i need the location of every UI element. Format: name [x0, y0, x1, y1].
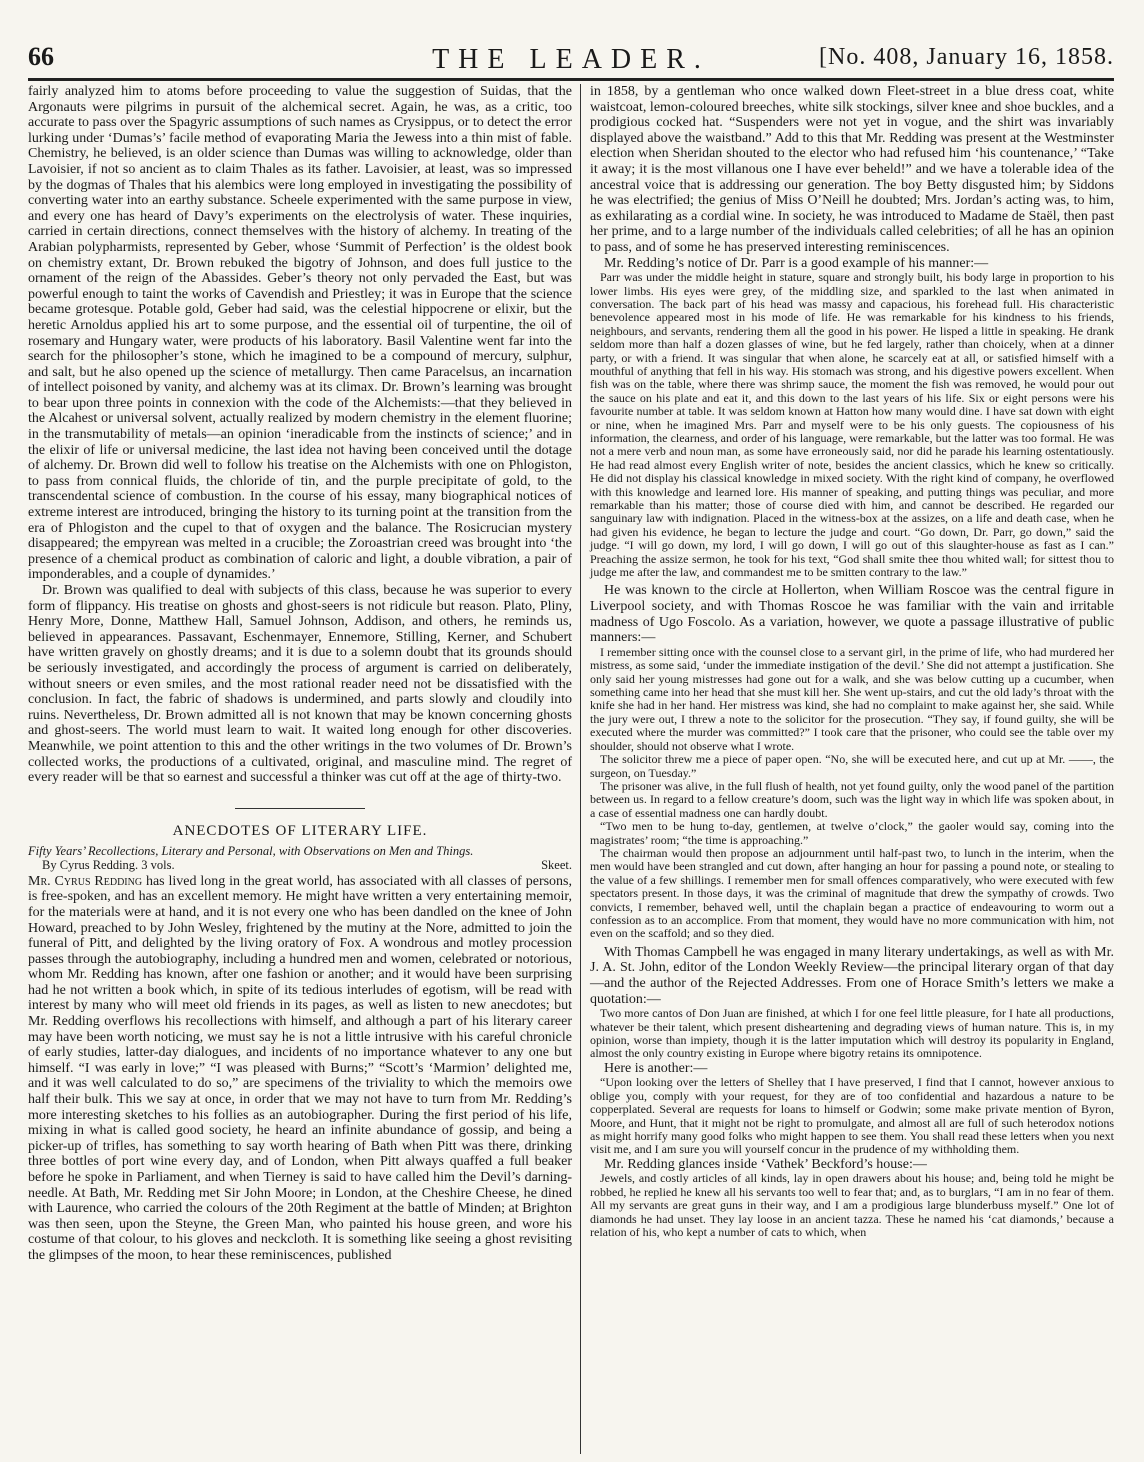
header-rule: [28, 80, 1114, 81]
section-separator: [235, 808, 365, 809]
page-number: 66: [28, 42, 54, 71]
quoted-extract: “Two men to be hung to-day, gentlemen, at twelve o’clock,” the gaoler would say, coming into the magistrates’ room; “the time is approaching.”: [590, 819, 1114, 847]
article-paragraph: fairly analyzed him to atoms before proceeding to value the suggestion of Suidas, that the Argonauts were pilgrims in pursuit of the alchemical secret. Again, he was, as a critic, too accurate to pass over the Spagyric assumptions of such names as Crysippus, or to detect the error lurking under ‘Dumas’s’ facile method of evaporating Maria the Jewess into a thin mist of fable. Chemistry, he believed, is an older science than Dumas was willing to acknowledge, older than Lavoisier, if not so ancient as to claim Thales as its father. Lavoisier, at least, was so impressed by the dogmas of Thales that his alembics were long employed in investigating the possibility of converting water into an earthy substance. Scheele experimented with the same purpose in view, and every one has heard of Davy’s experiments on the electrolysis of water. These inquiries, carried in certain directions, connect themselves with the history of alchemy. In treating of the Arabian polypharmists, represented by Geber, whose ‘Summit of Perfection’ is the oldest book on chemistry extant, Dr. Brown rebuked the bigotry of Johnson, and does full justice to the ornament of the reign of the Abassides. Geber’s theory not only pervaded the East, but was powerful enough to taint the works of Cavendish and Priestley; it was in Europe that the science became grotesque. Potable gold, Geber had said, was the celestial hippocrene or elixir, but the heretic Arnoldus applied his art to some purpose, and the essential oil of turpentine, the oil of rosemary and Hungary water, were products of his laboratory. Basil Valentine went far into the search for the philosopher’s stone, which he imagined to be a compound of mercury, sulphur, and salt, but he also opened up the science of metallurgy. Then came Paracelsus, an incarnation of intellect poisoned by vanity, and alchemy was at its climax. Dr. Brown’s learning was brought to bear upon three points in connexion with the code of the Alchemists:—that they believed in the Alcahest or universal solvent, actually realized by modern chemistry in the element fluorine; in the transmutability of metals—an opinion ‘ineradicable from the instincts of science;’ and in the elixir of life or universal medicine, the last idea not having been conceived until the dotage of alchemy. Dr. Brown did well to follow his treatise on the Alchemists with one on Phlogiston, to pass from connical fluids, the chloride of tin, and the purple precipitate of gold, to the transcendental science of combustion. In the course of his essay, many biographical notices of extreme interest are introduced, bringing the history to its turning point at the transition from the era of Phlogiston and the cupel to that of oxygen and the balance. The Rosicrucian mystery disappeared; the empyrean was melted in a crucible; the Zoroastrian creed was brought into ‘the presence of a chemical product as combination of caloric and light, a double vibration, a pair of imponderables, and a couple of dynamides.’: [28, 84, 572, 583]
quoted-extract: Parr was under the middle height in stature, square and strongly built, his body large in proportion to his lower limbs. His eyes were grey, of the middling size, and sparkled to the last when animated in conversation. The back part of his head was massy and capacious, his forehead full. His characteristic benevolence appeared most in his mode of life. He was remarkable for his kindness to his friends, neighbours, and servants, rendering them all the good in his power. He lisped a little in speaking. He drank seldom more than half a dozen glasses of wine, but he fed largely, rather than choicely, when at a dinner party, or with a friend. It was singular that when alone, he scarcely eat at all, or satisfied himself with a mouthful of anything that fell in his way. His stomach was strong, and his digestive powers excellent. When fish was on the table, where there was shrimp sauce, the moment the fish was removed, he would pour out the sauce on his plate and eat it, and this down to the last years of his life. Six or eight persons were his favourite number at table. It was seldom known at Hatton how many would dine. I have sat down with eight or nine, when he imagined Mrs. Parr and myself were to be his only guests. The copiousness of his information, the clearness, and order of his language, were remarkable, but the latter was too formal. He was not a mere verb and noun man, as some have erroneously said, nor did he parade his learning ostentatiously. He had read almost every English writer of note, besides the ancient classics, which he knew so critically. He did not display his classical knowledge in mixed society. With the right kind of company, he overflowed with this knowledge and learned lore. His manner of speaking, and putting things was peculiar, and more remarkable than his matter; those of course died with him, and cannot be described. He regarded our sanguinary law with indignation. Placed in the witness-box at the assizes, on a life and death case, when he had given his evidence, he began to lecture the judge and court. “Go down, Dr. Parr, go down,” said the judge. “I will go down, my lord, I will go down, I will go out of this slaughter-house as fast as I can.” Preaching the assize sermon, he took for his text, “God shall smite thee thou whited wall; for sittest thou to judge me after the law, and commandest me to be smitten contrary to the law.”: [590, 270, 1114, 580]
quoted-extract: The chairman would then propose an adjournment until half-past two, to lunch in the interim, when the men would have been strangled and cut down, after hanging an hour for passing a pound note, or stealing to the value of a few shillings. I remember men for small offences comparatively, who were executed with few spectators present. In those days, it was the criminal of magnitude that drew the sympathy of crowds. Two convicts, I remember, behaved well, until the chaplain began a practice of endeavouring to worm out a confession as to an accomplice. From that moment, they would have no more communication with him, not even on the scaffold; and so they died.: [590, 845, 1114, 941]
right-column: [590, 84, 1114, 1239]
review-author: By Cyrus Redding. 3 vols.: [42, 857, 175, 872]
lead-name: Mr. Cyrus Redding: [28, 873, 143, 889]
review-meta: [28, 858, 572, 872]
paragraph-text: has lived long in the great world, has associated with all classes of persons, is free-spoken, and has an excellent memory. He might have written a very entertaining memoir, for the materials were at hand, and it is not every one who has been dandled on the knee of John Howard, preached to by John Wesley, frightened by the mutiny at the Nore, admitted to join the funeral of Pitt, and delighted by the living oratory of Fox. A wondrous and motley procession passes through the autobiography, including a hundred men and women, celebrated or notorious, whom Mr. Redding has known, after one fashion or another; and it would have been surprising had he not written a book which, in spite of its tedious interludes of egotism, will be read with interest by many who will meet old friends in its pages, as well as listen to new anecdotes; but Mr. Redding overflows his recollections with himself, and although a part of his literary career may have been worth noticing, we must say he is not a little intrusive with his careful chronicle of early studies, latter-day dialogues, and incidents of no importance whatever to any one but himself. “I was early in love;” “I was pleased with Burns;” “Scott’s ‘Marmion’ delighted me, and it was well calculated to do so,” are specimens of the triviality to which the memoirs owe half their bulk. This we say at once, in order that we may not have to turn from Mr. Redding’s more interesting sketches to his follies as an autobiographer. During the first period of his life, mixing in what is called good society, he heard an infinite abundance of gossip, and being a picker-up of trifles, has something to say worth hearing of Bath when Pitt was there, drinking three bottles of port wine every day, and of London, when Pitt always quaffed a full beaker before he spoke in Parliament, and when Tierney is said to have called him the Devil’s darning-needle. At Bath, Mr. Redding met Sir John Moore; in London, at the Cheshire Cheese, he dined with Laurence, who carried the colours of the 20th Regiment at the battle of Minden; at Brighton was then seen, upon the Steyne, the Green Man, who painted his house green, and wore his costume of that colour, to his gloves and neckcloth. It is something like seeing a ghost revisiting the glimpses of the moon, to hear these reminiscences, published: [28, 873, 572, 1263]
review-publisher: Skeet.: [541, 857, 572, 872]
column-divider: [580, 84, 581, 1454]
quoted-extract: The solicitor threw me a piece of paper open. “No, she will be executed here, and cut up at Mr. ——, the surgeon, on Tuesday.”: [590, 752, 1114, 780]
section-title: ANECDOTES OF LITERARY LIFE.: [172, 822, 428, 839]
article-paragraph: Mr. Redding’s notice of Dr. Parr is a good example of his manner:—: [604, 255, 989, 271]
issue-info: [No. 408, January 16, 1858.: [819, 44, 1114, 70]
quoted-extract: Jewels, and costly articles of all kinds, lay in open drawers about his house; and, being told he might be robbed, he replied he knew all his servants too well to fear that; and, as to burglars, “I am in no fear of them. All my servants are great guns in their way, and I am a prodigious large blunderbuss myself.” One lot of diamonds he had unset. They lay loose in an ancient tazza. These he named his ‘cat diamonds,’ because a relation of his, who kept a number of cats to which, when: [590, 1171, 1114, 1240]
article-paragraph: Here is another:—: [604, 1060, 708, 1076]
article-paragraph: in 1858, by a gentleman who once walked down Fleet-street in a blue dress coat, white waistcoat, lemon-coloured breeches, white silk stockings, silver knee and shoe buckles, and a prodigious cocked hat. “Suspenders were not yet in vogue, and the shirt was invariably displayed above the waistband.” Add to this that Mr. Redding was present at the Westminster election when Sheridan shouted to the elector who had refused him ‘his countenance,’ “Take it away; it is the most villanous one I have ever beheld!” and we have a tolerable idea of the ancestral voice that is addressing our generation. The boy Betty disgusted him; by Siddons he was electrified; the genius of Miss O’Neill he doubted; Mrs. Jordan’s acting was, to him, as exhilarating as a cordial wine. In society, he was introduced to Madame de Staël, then past her prime, and to a large number of the individuals called celebrities; of all he has an opinion to pass, and of some he has preserved interesting reminiscences.: [590, 84, 1114, 255]
review-book-title: Fifty Years’ Recollections, Literary and Personal, with Observations on Men and Things.: [28, 843, 474, 858]
article-paragraph: He was known to the circle at Hollerton, when William Roscoe was the central figure in Liverpool society, and with Thomas Roscoe he was familiar with the vain and irritable madness of Ugo Foscolo. As a variation, however, we quote a passage illustrative of public manners:—: [590, 583, 1114, 646]
article-paragraph: [28, 874, 572, 1264]
quoted-extract: Two more cantos of Don Juan are finished, at which I for one feel little pleasure, for I hate all productions, whatever be their talent, which present disheartening and degrading views of human nature. This is, in my opinion, worse than impiety, though it is the latter imputation which will destroy its popularity in England, almost the only country existing in Europe where bigotry retains its omnipotence.: [590, 1006, 1114, 1061]
quoted-extract: I remember sitting once with the counsel close to a servant girl, in the prime of life, who had murdered her mistress, as some said, ‘under the immediate instigation of the devil.’ She did not attempt a justification. She only said her young mistresses had gone out for a walk, and she was below cutting up a cucumber, when something came into her head that she must kill her. She went up-stairs, and cut the old lady’s throat with the knife she had in her hand. Her mistress was kind, she had no complaint to make against her, she said. While the jury were out, I threw a note to the solicitor for the prosecution. “They say, if found guilty, she will be executed where the murder was committed?” I took care that the prisoner, who could see the table over my shoulder, should not observe what I wrote.: [590, 644, 1114, 753]
page-header: [28, 42, 1114, 80]
masthead-title: THE LEADER.: [432, 44, 710, 75]
article-paragraph: Mr. Redding glances inside ‘Vathek’ Beckford’s house:—: [604, 1156, 927, 1172]
quoted-extract: The prisoner was alive, in the full flush of health, not yet found guilty, only the wood panel of the partition between us. In regard to a fellow creature’s doom, such was the light way in which life was spoken about, in a case of essential madness one can hardly doubt.: [590, 778, 1114, 820]
left-column: [28, 84, 572, 1264]
quoted-extract: “Upon looking over the letters of Shelley that I have preserved, I find that I cannot, however anxious to oblige you, comply with your request, for they are of too confidential and hazardous a nature to be copperplated. Several are requests for loans to himself or Godwin; some make private mention of Byron, Moore, and Hunt, that it might not be right to promulgate, and almost all are full of such heterodox notions as might horrify many good folks who might happen to see them. You shall read these letters when you next visit me, and I am sure you will yourself concur in the prudence of my withholding them.: [590, 1075, 1114, 1157]
article-paragraph: With Thomas Campbell he was engaged in many literary undertakings, as well as with Mr. J. A. St. John, editor of the London Weekly Review—the principal literary organ of that day—and the author of the Rejected Addresses. From one of Horace Smith’s letters we make a quotation:—: [590, 944, 1114, 1007]
article-paragraph: Dr. Brown was qualified to deal with subjects of this class, because he was superior to every form of flippancy. His treatise on ghosts and ghost-seers is not ridicule but reason. Plato, Pliny, Henry More, Donne, Matthew Hall, Samuel Johnson, Addison, and others, he reminds us, believed in appearances. Passavant, Eschenmayer, Ennemore, Stilling, Kerner, and Schubert have written gravely on ghostly dreams; and it is due to a solemn doubt that its grounds should be seriously investigated, and accordingly the process of argument is carried on deliberately, without sneers or even smiles, and the most rational reader need not be dissatisfied with the conclusion. In fact, the fabric of shadows is undermined, and parts slowly and cloudily into ruins. Nevertheless, Dr. Brown admitted all is not known that may be known concerning ghosts and ghost-seers. The world must learn to wait. It waited long enough for other discoveries. Meanwhile, we point attention to this and the other writings in the two volumes of Dr. Brown’s collected works, the productions of a cultivated, original, and masculine mind. The regret of every reader will be that so earnest and successful a thinker was cut off at the age of thirty-two.: [28, 583, 572, 786]
